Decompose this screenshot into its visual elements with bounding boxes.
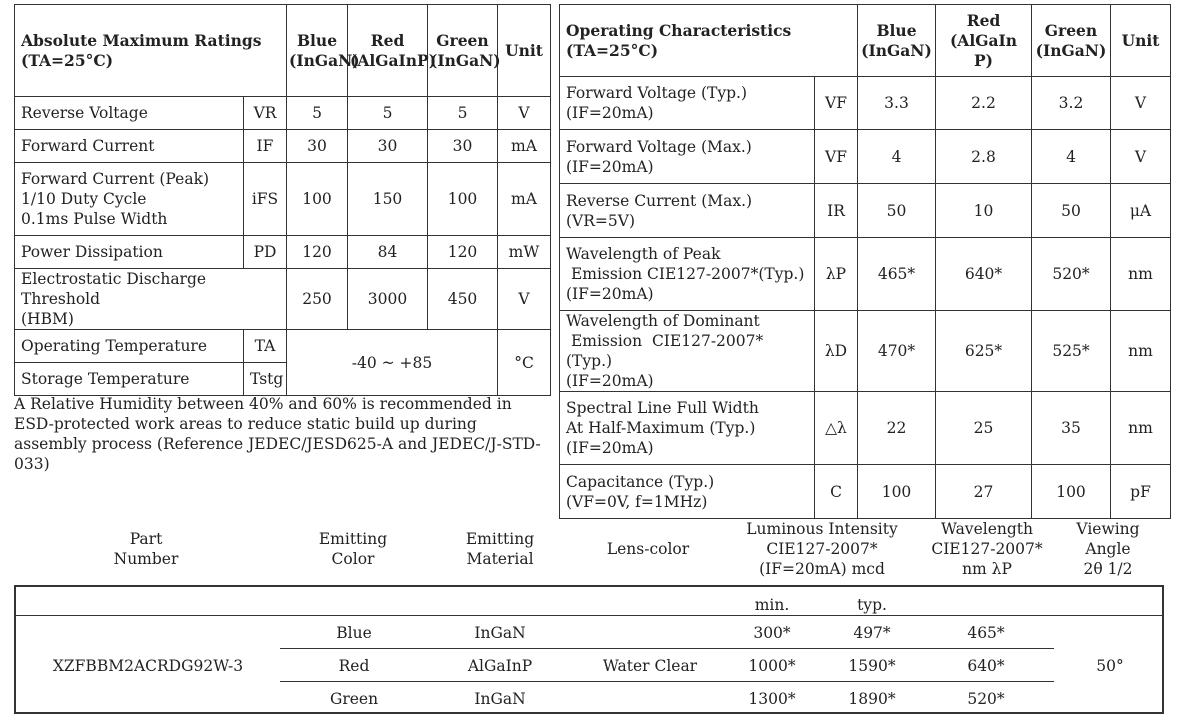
amr-blue: 5 (287, 97, 348, 130)
pn-min-label: min. (754, 596, 790, 614)
oc-param: Reverse Current (Max.) (VR=5V) (560, 184, 815, 238)
oc-param: Wavelength of Dominant Emission CIE127-2007*(Typ.) (IF=20mA) (560, 311, 815, 392)
oc-symbol: C (815, 465, 858, 519)
humidity-note: A Relative Humidity between 40% and 60% is recommended in ESD-protected work areas to reduce static build up during assembly process (Reference JEDEC/JESD625-A and JEDEC/J-STD-033) (14, 395, 541, 473)
pn-min: 300* (753, 624, 791, 642)
pn-viewing-angle: 50° (1096, 657, 1124, 675)
amr-temp-unit: °C (498, 330, 551, 396)
amr-green: 120 (428, 236, 498, 269)
amr-symbol: IF (244, 130, 287, 163)
pn-color: Green (329, 690, 379, 708)
oc-blue: 3.3 (858, 77, 936, 130)
amr-temp-range: -40 ~ +85 (287, 330, 498, 396)
oc-unit: pF (1111, 465, 1171, 519)
amr-symbol: VR (244, 97, 287, 130)
amr-param: Forward Current (15, 130, 244, 163)
amr-red: 30 (348, 130, 428, 163)
pn-color: Blue (336, 624, 372, 642)
oc-symbol: λP (815, 238, 858, 311)
oc-col-red: Red (AlGaIn P) (936, 5, 1032, 77)
amr-param: Storage Temperature (15, 363, 244, 396)
amr-row (15, 269, 551, 330)
oc-green: 35 (1032, 392, 1111, 465)
oc-blue: 465* (858, 238, 936, 311)
pn-min: 1300* (748, 690, 796, 708)
oc-green: 525* (1032, 311, 1111, 392)
oc-unit: nm (1111, 238, 1171, 311)
oc-symbol: VF (815, 130, 858, 184)
oc-symbol: VF (815, 77, 858, 130)
oc-col-blue: Blue (InGaN) (858, 5, 936, 77)
pn-divider (280, 648, 722, 649)
pn-header-material: Emitting Material (465, 530, 535, 568)
oc-blue: 22 (858, 392, 936, 465)
amr-red: 3000 (348, 269, 428, 330)
oc-symbol: λD (815, 311, 858, 392)
amr-symbol: Tstg (244, 363, 287, 396)
pn-divider (722, 648, 1054, 649)
amr-symbol: TA (244, 330, 287, 363)
amr-param: Forward Current (Peak) 1/10 Duty Cycle 0.1ms Pulse Width (15, 163, 244, 236)
amr-col-unit: Unit (498, 5, 551, 97)
amr-green: 30 (428, 130, 498, 163)
amr-row (15, 236, 551, 269)
oc-unit: nm (1111, 311, 1171, 392)
oc-unit: nm (1111, 392, 1171, 465)
pn-typ: 497* (853, 624, 891, 642)
amr-blue: 120 (287, 236, 348, 269)
oc-col-unit: Unit (1111, 5, 1171, 77)
oc-unit: V (1111, 77, 1171, 130)
pn-header-color: Emitting Color (318, 530, 388, 568)
oc-unit: μA (1111, 184, 1171, 238)
amr-unit: V (498, 97, 551, 130)
amr-green: 5 (428, 97, 498, 130)
amr-red: 150 (348, 163, 428, 236)
pn-lens-color: Water Clear (602, 657, 698, 675)
oc-red: 640* (936, 238, 1032, 311)
oc-blue: 4 (858, 130, 936, 184)
oc-red: 2.2 (936, 77, 1032, 130)
pn-wave: 465* (967, 624, 1005, 642)
pn-material: InGaN (474, 690, 526, 708)
amr-title-cell (15, 5, 287, 97)
pn-divider (280, 681, 722, 682)
pn-divider (722, 681, 1054, 682)
amr-row (15, 130, 551, 163)
amr-blue: 30 (287, 130, 348, 163)
amr-red: 5 (348, 97, 428, 130)
oc-blue: 470* (858, 311, 936, 392)
oc-row (560, 311, 1171, 392)
amr-blue: 250 (287, 269, 348, 330)
pn-header-wavelength: Wavelength CIE127-2007* nm λP (931, 520, 1043, 578)
oc-row (560, 392, 1171, 465)
amr-param: Electrostatic Discharge Threshold (HBM) (15, 269, 287, 330)
pn-header-luminous: Luminous Intensity CIE127-2007* (IF=20mA) mcd (746, 520, 898, 578)
amr-row (15, 97, 551, 130)
oc-symbol: △λ (815, 392, 858, 465)
amr-symbol: PD (244, 236, 287, 269)
oc-symbol: IR (815, 184, 858, 238)
amr-unit: mW (498, 236, 551, 269)
oc-blue: 50 (858, 184, 936, 238)
oc-param: Spectral Line Full Width At Half-Maximum (Typ.) (IF=20mA) (560, 392, 815, 465)
amr-condition: (TA=25°C) (21, 50, 114, 70)
amr-title: Absolute Maximum Ratings (21, 30, 262, 50)
oc-title: Operating Characteristics (566, 20, 792, 40)
pn-typ: 1590* (848, 657, 896, 675)
oc-red: 10 (936, 184, 1032, 238)
pn-header-viewing-angle: Viewing Angle 2θ 1/2 (1076, 520, 1140, 578)
amr-col-red: Red (AlGaInP) (348, 5, 428, 97)
pn-divider (16, 615, 1162, 616)
oc-param: Forward Voltage (Max.) (IF=20mA) (560, 130, 815, 184)
amr-green: 450 (428, 269, 498, 330)
pn-part-number: XZFBBM2ACRDG92W-3 (52, 657, 244, 675)
absolute-max-ratings-table (14, 4, 551, 396)
amr-symbol: iFS (244, 163, 287, 236)
pn-typ-label: typ. (857, 596, 887, 614)
oc-row (560, 465, 1171, 519)
oc-blue: 100 (858, 465, 936, 519)
pn-min: 1000* (748, 657, 796, 675)
oc-param: Wavelength of Peak Emission CIE127-2007*(Typ.) (IF=20mA) (560, 238, 815, 311)
oc-row (560, 77, 1171, 130)
amr-row (15, 163, 551, 236)
amr-unit: mA (498, 163, 551, 236)
pn-wave: 520* (967, 690, 1005, 708)
pn-header-lens: Lens-color (606, 540, 690, 558)
operating-characteristics-table (559, 4, 1171, 519)
oc-red: 2.8 (936, 130, 1032, 184)
oc-param: Forward Voltage (Typ.) (IF=20mA) (560, 77, 815, 130)
oc-green: 4 (1032, 130, 1111, 184)
oc-red: 25 (936, 392, 1032, 465)
oc-green: 50 (1032, 184, 1111, 238)
oc-green: 520* (1032, 238, 1111, 311)
oc-unit: V (1111, 130, 1171, 184)
pn-typ: 1890* (848, 690, 896, 708)
oc-param: Capacitance (Typ.) (VF=0V, f=1MHz) (560, 465, 815, 519)
amr-col-blue: Blue (InGaN) (287, 5, 348, 97)
oc-row (560, 184, 1171, 238)
oc-green: 100 (1032, 465, 1111, 519)
amr-blue: 100 (287, 163, 348, 236)
oc-row (560, 130, 1171, 184)
amr-col-green: Green (InGaN) (428, 5, 498, 97)
pn-color: Red (338, 657, 370, 675)
amr-param: Power Dissipation (15, 236, 244, 269)
amr-red: 84 (348, 236, 428, 269)
oc-condition: (TA=25°C) (566, 40, 659, 60)
amr-green: 100 (428, 163, 498, 236)
oc-red: 625* (936, 311, 1032, 392)
part-number-table (14, 585, 1164, 714)
pn-material: AlGaInP (467, 657, 533, 675)
oc-row (560, 238, 1171, 311)
pn-wave: 640* (967, 657, 1005, 675)
pn-material: InGaN (474, 624, 526, 642)
pn-header-part: Part Number (113, 530, 179, 568)
oc-red: 27 (936, 465, 1032, 519)
oc-green: 3.2 (1032, 77, 1111, 130)
oc-title-cell (560, 5, 858, 77)
amr-param: Reverse Voltage (15, 97, 244, 130)
amr-row (15, 330, 551, 363)
amr-param: Operating Temperature (15, 330, 244, 363)
amr-unit: mA (498, 130, 551, 163)
amr-unit: V (498, 269, 551, 330)
oc-col-green: Green (InGaN) (1032, 5, 1111, 77)
